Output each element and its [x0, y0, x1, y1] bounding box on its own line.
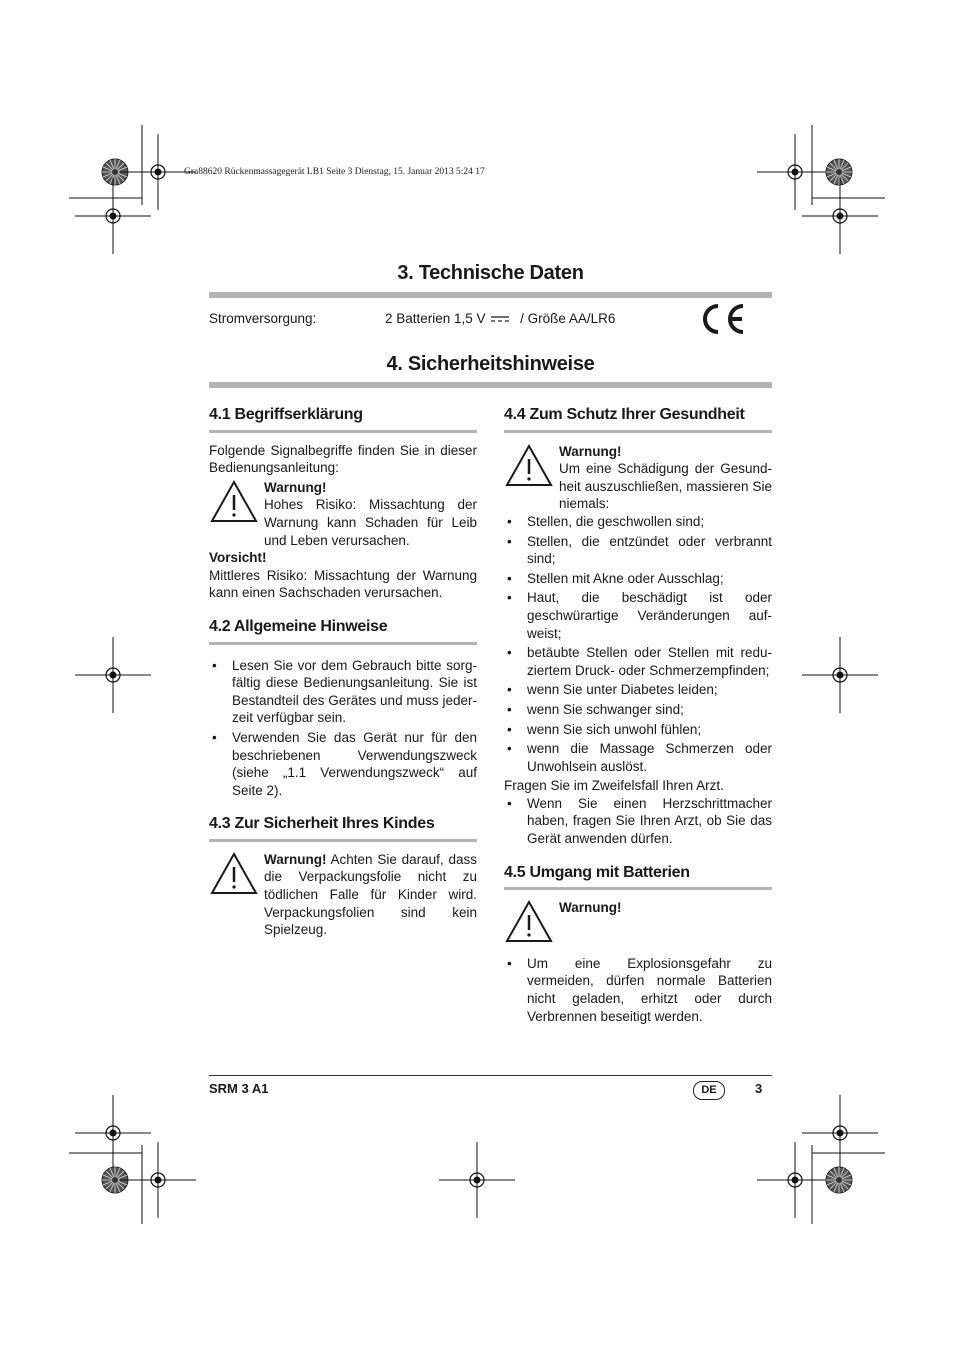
list-item: • Verwenden Sie das Gerät nur für den beschriebenen Verwendungszweck (siehe „1.1 Verwendungszweck“ auf Seite 2).	[209, 729, 477, 799]
power-supply-label: Stromversorgung:	[209, 311, 317, 326]
page-number: 3	[755, 1081, 763, 1096]
right-column	[504, 406, 772, 1027]
battery-voltage: 2 Batterien 1,5 V	[385, 311, 486, 326]
general-notes-list	[209, 657, 477, 800]
section-4-2-title: 4.2 Allgemeine Hinweise	[209, 618, 477, 645]
warning-box-4-3	[209, 851, 477, 939]
caution-label: Vorsicht!	[209, 550, 267, 566]
footer-rule	[209, 1075, 772, 1076]
warning-triangle-icon	[504, 443, 554, 488]
health-warning-text: Um eine Schädigung der Gesund-heit auszuschließen, massieren Sie niemals:	[559, 461, 772, 512]
warning-label: Warnung!	[559, 443, 622, 459]
list-item: • wenn Sie unter Diabetes leiden;	[504, 681, 772, 699]
list-item: • wenn Sie sich unwohl fühlen;	[504, 721, 772, 739]
language-badge: DE	[693, 1081, 725, 1100]
list-item: • betäubte Stellen oder Stellen mit redu-ziertem Druck- oder Schmerzempfinden;	[504, 644, 772, 679]
list-item: • Um eine Explosionsgefahr zu vermeiden, dürfen normale Batterien nicht geladen, erhitzt oder durch Verbrennen beseitigt werden.	[504, 955, 772, 1025]
section-3-title: 3. Technische Daten	[397, 262, 584, 284]
pacemaker-list	[504, 795, 772, 848]
print-slug-line: Gra88620 Rückenmassagegerät LB1 Seite 3 Dienstag, 15. Januar 2013 5:24 17	[184, 167, 485, 177]
list-item: • Stellen, die geschwollen sind;	[504, 513, 772, 531]
warning-box-4-4	[504, 443, 772, 513]
battery-handling-list	[504, 955, 772, 1025]
warning-triangle-icon	[209, 851, 259, 896]
health-contraindications-list	[504, 513, 772, 775]
ce-mark-icon	[700, 303, 746, 335]
list-item: • wenn Sie schwanger sind;	[504, 701, 772, 719]
list-item: • wenn die Massage Schmerzen oder Unwohlsein auslöst.	[504, 740, 772, 775]
list-item: • Haut, die beschädigt ist oder geschwürartige Veränderungen auf-weist;	[504, 589, 772, 642]
ask-doctor-note: Fragen Sie im Zweifelsfall Ihren Arzt.	[504, 778, 724, 794]
section-3-rule	[209, 292, 772, 298]
section-4-title: 4. Sicherheitshinweise	[386, 353, 595, 375]
section-4-5-title: 4.5 Umgang mit Batterien	[504, 864, 772, 891]
list-item: • Wenn Sie einen Herzschrittmacher haben, fragen Sie Ihren Arzt, ob Sie das Gerät anwenden dürfen.	[504, 795, 772, 848]
caution-definition: Mittleres Risiko: Missachtung der Warnung kann einen Sachschaden verursachen.	[209, 567, 477, 601]
list-item: • Lesen Sie vor dem Gebrauch bitte sorg-fältig diese Bedienungsanleitung. Sie ist Bestandteil des Gerätes und muss jeder-zeit verfügbar sein.	[209, 657, 477, 727]
dc-symbol-icon	[490, 314, 510, 324]
warning-box-4-5	[504, 899, 772, 949]
power-supply-value	[385, 311, 615, 326]
list-item: • Stellen, die entzündet oder verbrannt sind;	[504, 533, 772, 568]
warning-triangle-icon	[504, 899, 554, 944]
list-item: • Stellen mit Akne oder Ausschlag;	[504, 570, 772, 588]
section-4-rule	[209, 382, 772, 388]
child-safety-warning	[264, 851, 477, 939]
battery-size: / Größe AA/LR6	[520, 311, 616, 326]
warning-label: Warnung!	[559, 900, 622, 916]
left-column	[209, 406, 477, 939]
child-safety-text: Achten Sie darauf, dass die Verpackungsfolie nicht zu tödlichen Falle für Kinder wird. Verpackungsfolien sind kein Spielzeug.	[264, 851, 477, 938]
section-4-3-title: 4.3 Zur Sicherheit Ihres Kindes	[209, 815, 477, 842]
section-4-1-title: 4.1 Begriffserklärung	[209, 406, 477, 433]
warning-label: Warnung!	[264, 851, 327, 867]
warning-triangle-icon	[209, 479, 259, 524]
model-number: SRM 3 A1	[209, 1081, 269, 1096]
signal-terms-intro: Folgende Signalbegriffe finden Sie in dieser Bedienungsanleitung:	[209, 442, 477, 476]
warning-box-4-1	[209, 479, 477, 549]
warning-label: Warnung!	[264, 479, 327, 495]
warning-definition: Hohes Risiko: Missachtung der Warnung kann Schaden für Leib und Leben verursachen.	[264, 497, 477, 548]
section-4-4-title: 4.4 Zum Schutz Ihrer Gesundheit	[504, 406, 772, 433]
